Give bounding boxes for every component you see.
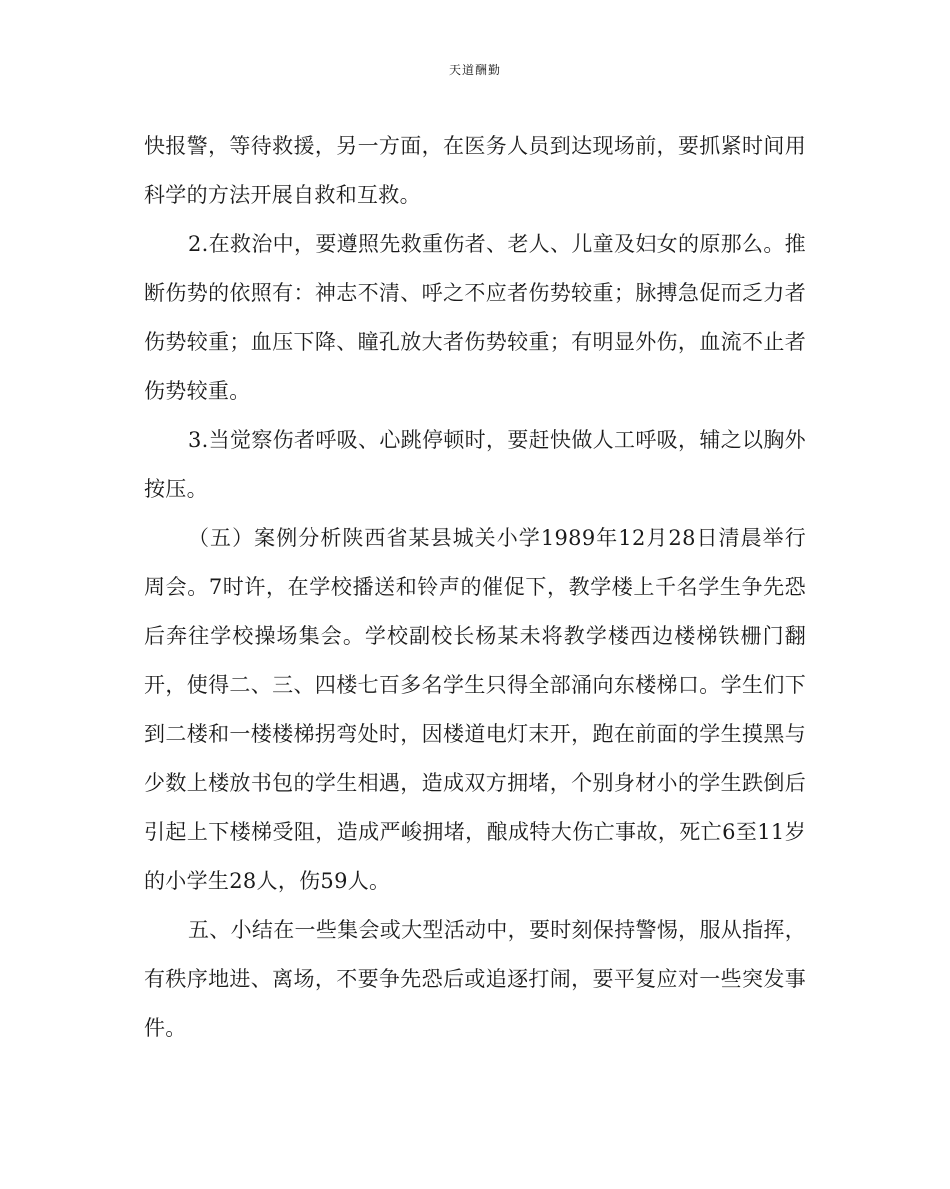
paragraph-summary: 五、小结在一些集会或大型活动中，要时刻保持警惕，服从指挥，有秩序地进、离场，不要争先恐后或追逐打闹，要平复应对一些突发事件。 <box>144 918 806 1040</box>
document-body <box>144 122 806 1053</box>
paragraph-case-analysis: （五）案例分析陕西省某县城关小学1989年12月28日清晨举行周会。7时许，在学校播送和铃声的催促下，教学楼上千名学生争先恐后奔往学校操场集会。学校副校长杨某未将教学楼西边楼梯铁栅门翻开，使得二、三、四楼七百多名学生只得全部涌向东楼梯口。学生们下到二楼和一楼楼梯拐弯处时，因楼道电灯末开，跑在前面的学生摸黑与少数上楼放书包的学生相遇，造成双方拥堵，个别身材小的学生跌倒后引起上下楼梯受阻，造成严峻拥堵，酿成特大伤亡事故，死亡6至11岁的小学生28人，伤59人。 <box>144 526 806 893</box>
paragraph-cpr: 3.当觉察伤者呼吸、心跳停顿时，要赶快做人工呼吸，辅之以胸外按压。 <box>144 428 806 501</box>
page-header: 天道酬勤 <box>448 63 501 77</box>
paragraph-continuation: 快报警，等待救援，另一方面，在医务人员到达现场前，要抓紧时间用科学的方法开展自救和互救。 <box>144 134 806 207</box>
paragraph-treatment-principle: 2.在救治中，要遵照先救重伤者、老人、儿童及妇女的原那么。推断伤势的依照有：神志不清、呼之不应者伤势较重；脉搏急促而乏力者伤势较重；血压下降、瞳孔放大者伤势较重；有明显外伤，血流不止者伤势较重。 <box>144 232 806 403</box>
